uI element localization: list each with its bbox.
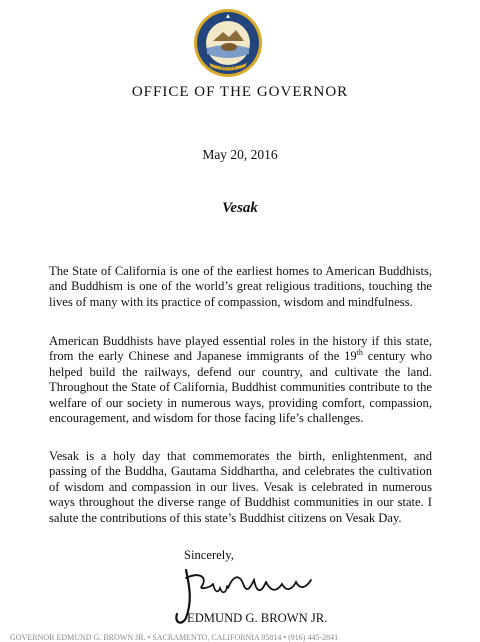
svg-text:XXXIX: XXXIX: [219, 65, 237, 71]
letterhead-office: OFFICE OF THE GOVERNOR: [131, 84, 349, 100]
signer-name: EDMUND G. BROWN JR.: [187, 611, 328, 625]
letterhead-footer: GOVERNOR EDMUND G. BROWN JR. • SACRAMENTO, CALIFORNIA 95814 • (916) 445-2841: [10, 633, 339, 642]
ordinal-superscript: th: [356, 348, 363, 358]
closing: Sincerely,: [184, 548, 234, 562]
paragraph-history-part-2: century who helped build the railways, defend our country, and cultivate the land. Throughout the State of California, Buddhist communities contribute to the welfare of our society in numerous ways, providing comfort, compassion, encouragement, and wisdom for those facing life’s challenges.: [49, 349, 433, 426]
paragraph-history-part-1: American Buddhists have played essential roles in the history if this state, from the early Chinese and Japanese immigrants of the 19: [49, 334, 432, 364]
state-seal-icon: [193, 8, 263, 78]
paragraph-intro: The State of California is one of the earliest homes to American Buddhists, and Buddhism is one of the world’s great religious traditions, touching the lives of many with its practice of compassion, wisdom and mindfulness.: [49, 264, 432, 309]
document-title: Vesak: [222, 200, 258, 216]
paragraph-vesak: Vesak is a holy day that commemorates the birth, enlightenment, and passing of the Buddha, Gautama Siddhartha, and celebrates the cultivation of wisdom and compassion in our lives. Vesak is celebrated in numerous ways throughout the diverse range of Buddhist communities in our state. I salute the contributions of this state’s Buddhist citizens on Vesak Day.: [49, 449, 432, 525]
paragraph-history: [49, 334, 432, 426]
document-date: May 20, 2016: [202, 147, 278, 162]
